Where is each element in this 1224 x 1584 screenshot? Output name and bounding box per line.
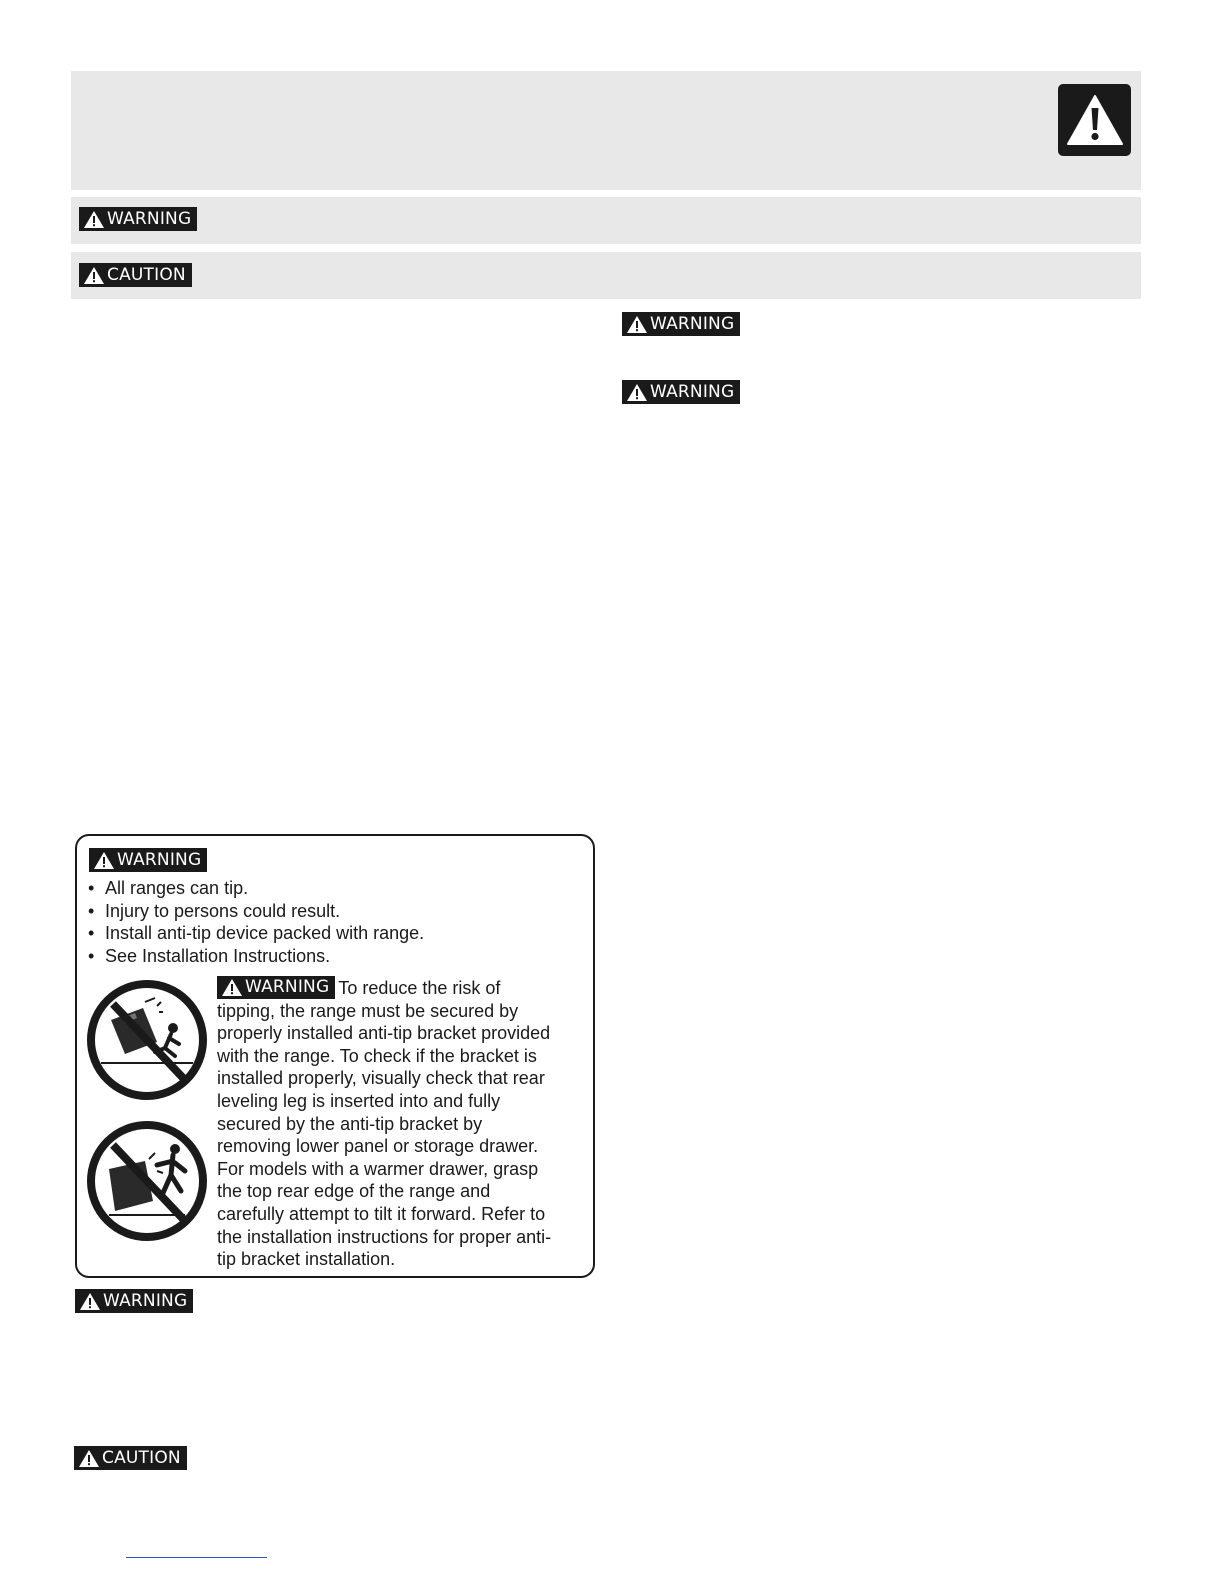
warning-triangle-icon	[626, 315, 648, 334]
text-line: For models with a warmer drawer, grasp	[217, 1158, 539, 1179]
warning-badge	[89, 848, 207, 872]
warning-badge	[622, 312, 740, 336]
warning-triangle-icon	[78, 1449, 100, 1468]
anti-tip-bullet-list	[88, 877, 424, 967]
warning-triangle-icon	[79, 1292, 101, 1311]
warning-label: WARNING	[650, 314, 735, 334]
safety-header-band	[71, 71, 1141, 190]
warning-label: WARNING	[107, 209, 192, 229]
text-line: properly installed anti-tip bracket provided	[217, 1023, 551, 1044]
warning-badge	[217, 976, 335, 999]
caution-label: CAUTION	[102, 1448, 181, 1468]
warning-badge	[622, 380, 740, 404]
warning-triangle-icon	[221, 978, 243, 997]
warning-triangle-icon	[83, 210, 105, 229]
warning-definition-band	[71, 197, 1141, 244]
list-item: • Install anti-tip device packed with range.	[88, 922, 424, 945]
text-line: the top rear edge of the range and	[217, 1181, 491, 1202]
warning-label: WARNING	[117, 850, 202, 870]
warning-triangle-icon	[83, 266, 105, 285]
list-item: • Injury to persons could result.	[88, 900, 424, 923]
warning-triangle-icon	[93, 851, 115, 870]
list-item: • See Installation Instructions.	[88, 945, 424, 968]
climbing-on-door-prohibited-icon	[85, 1119, 209, 1243]
text-line: tipping, the range must be secured by	[217, 1000, 519, 1021]
text-line: To reduce the risk of	[338, 978, 501, 998]
text-line: the installation instructions for proper anti-	[217, 1226, 552, 1247]
warning-symbol-icon	[1058, 84, 1131, 156]
caution-badge	[79, 263, 192, 287]
text-line: tip bracket installation.	[217, 1249, 396, 1270]
warning-triangle-icon	[626, 383, 648, 402]
caution-badge	[74, 1446, 187, 1470]
text-line: with the range. To check if the bracket is	[217, 1045, 537, 1066]
warning-label: WARNING	[103, 1291, 188, 1311]
warning-label: WARNING	[245, 977, 330, 998]
text-line: removing lower panel or storage drawer.	[217, 1136, 539, 1157]
range-tipping-prohibited-icon	[85, 978, 209, 1102]
text-line: leveling leg is inserted into and fully	[217, 1090, 501, 1111]
text-line: carefully attempt to tilt it forward. Refer to	[217, 1203, 546, 1224]
caution-definition-band	[71, 252, 1141, 299]
warning-badge	[75, 1289, 193, 1313]
footer-link-underline[interactable]	[126, 1557, 267, 1558]
text-line: secured by the anti-tip bracket by	[217, 1113, 483, 1134]
caution-label: CAUTION	[107, 265, 186, 285]
text-line: installed properly, visually check that rear	[217, 1068, 545, 1089]
list-item: • All ranges can tip.	[88, 877, 424, 900]
anti-tip-warning-text	[217, 976, 589, 1271]
warning-label: WARNING	[650, 382, 735, 402]
warning-badge	[79, 207, 197, 231]
